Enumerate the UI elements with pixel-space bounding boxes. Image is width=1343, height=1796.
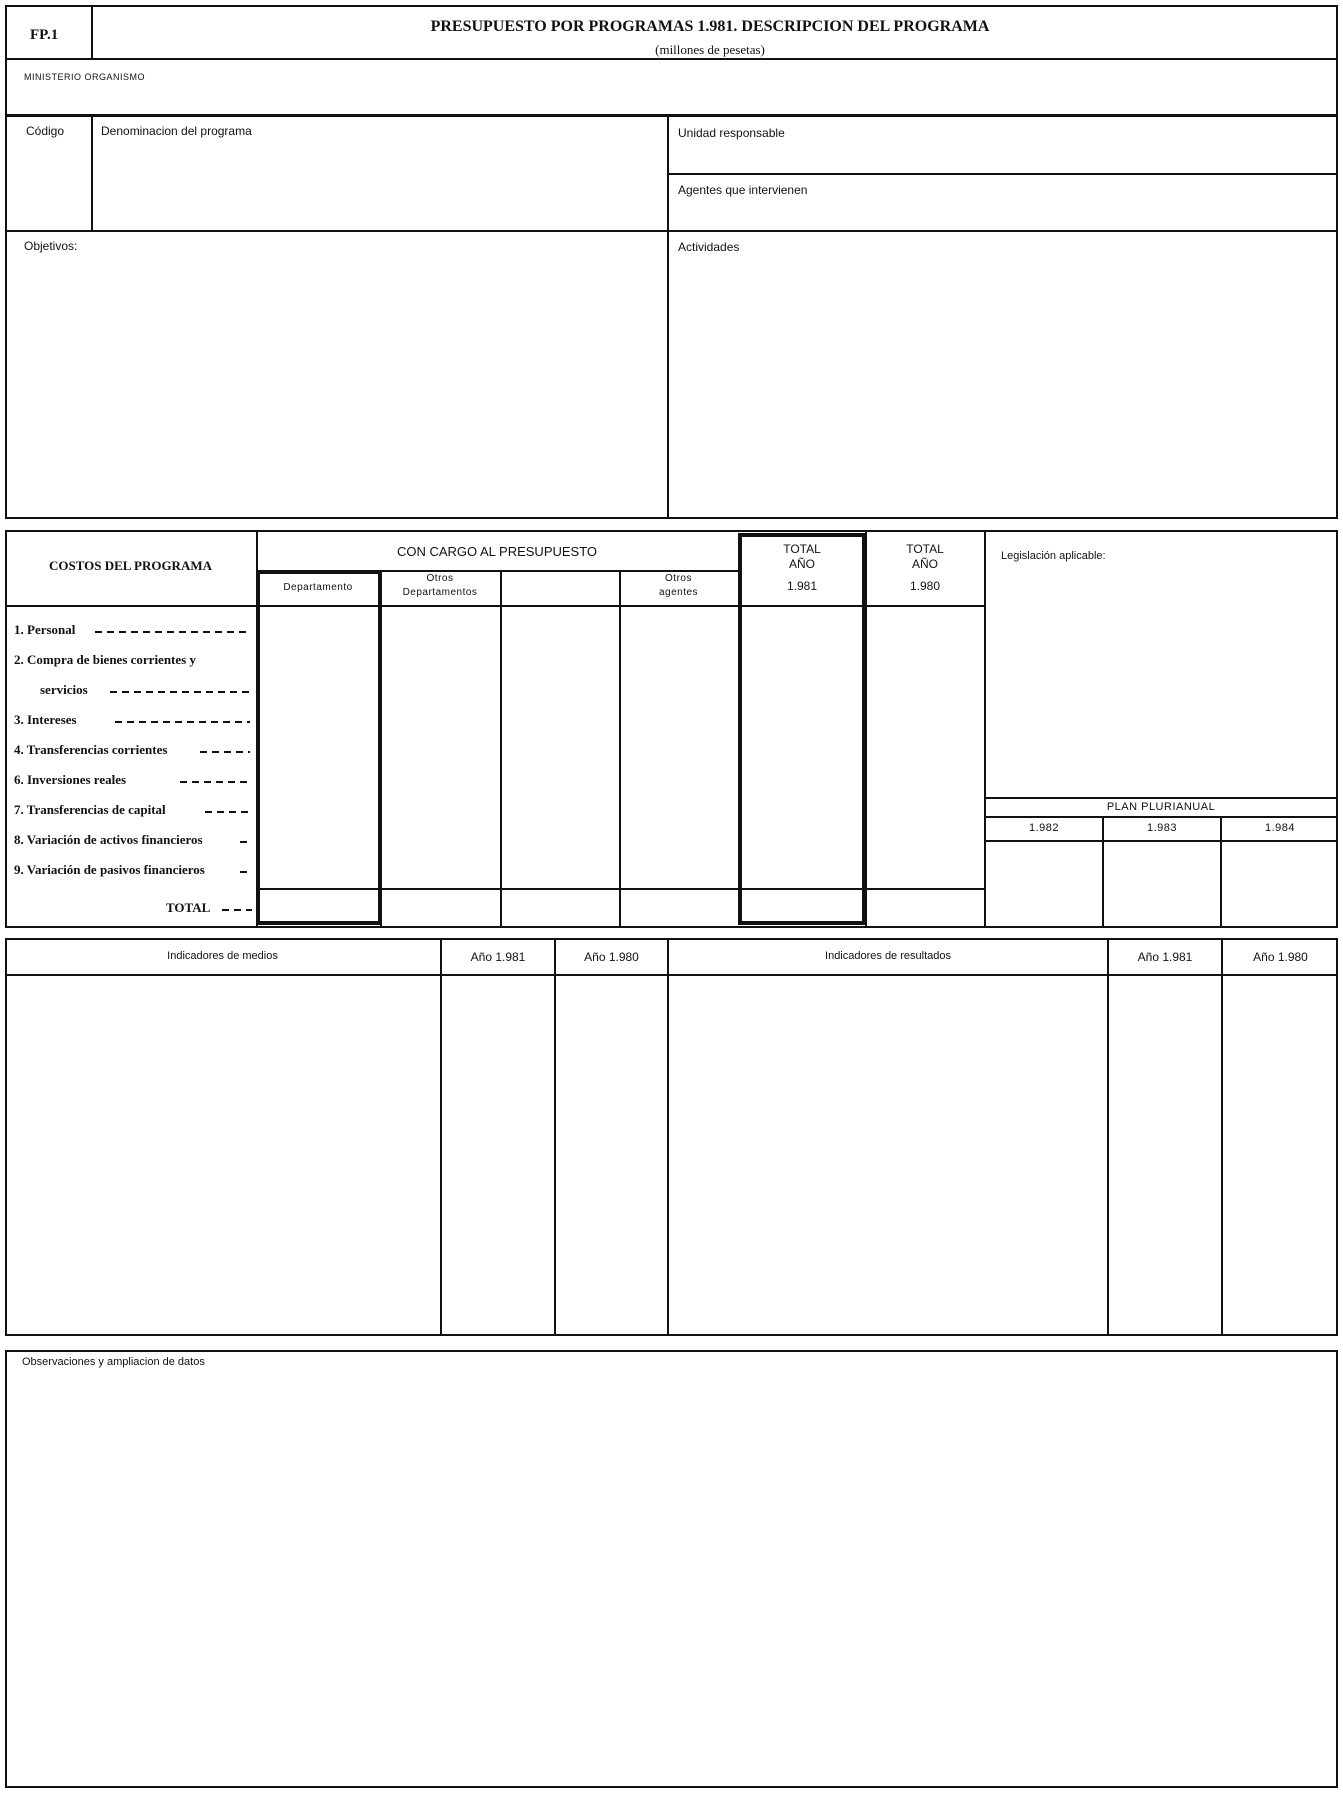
page-title: PRESUPUESTO POR PROGRAMAS 1.981. DESCRIPCION DEL PROGRAMA bbox=[430, 18, 990, 35]
actividades-label: Actividades bbox=[678, 240, 740, 254]
indicadores-medios-label: Indicadores de medios bbox=[167, 950, 278, 962]
agentes-label: Agentes que intervienen bbox=[678, 183, 808, 197]
plan-year-1983: 1.983 bbox=[1146, 822, 1178, 834]
resultados-year-1981: Año 1.981 bbox=[1137, 950, 1193, 964]
medios-year-1981: Año 1.981 bbox=[470, 950, 526, 964]
form-code: FP.1 bbox=[30, 27, 59, 43]
legislacion-label: Legislación aplicable: bbox=[1001, 550, 1106, 562]
denominacion-label: Denominacion del programa bbox=[101, 124, 252, 138]
medios-year-1980: Año 1.980 bbox=[584, 950, 639, 964]
col-otros-departamentos-2: Departamentos bbox=[402, 587, 478, 598]
objetivos-label: Objetivos: bbox=[24, 239, 78, 253]
indicadores-resultados-label: Indicadores de resultados bbox=[825, 950, 951, 962]
cost-row-transf-capital: 7. Transferencias de capital bbox=[14, 802, 166, 817]
page-subtitle: (millones de pesetas) bbox=[655, 42, 765, 57]
cost-row-servicios: servicios bbox=[40, 682, 88, 697]
cost-row-transf-corrientes: 4. Transferencias corrientes bbox=[14, 742, 168, 757]
con-cargo-header: CON CARGO AL PRESUPUESTO bbox=[396, 544, 598, 559]
total-1980-l1: TOTAL bbox=[906, 542, 944, 556]
cost-row-compra: 2. Compra de bienes corrientes y bbox=[14, 652, 196, 667]
total-1981-l1: TOTAL bbox=[783, 542, 821, 556]
plan-year-1982: 1.982 bbox=[1028, 822, 1060, 834]
col-departamento: Departamento bbox=[283, 582, 353, 593]
cost-row-intereses: 3. Intereses bbox=[14, 712, 77, 727]
cost-row-total: TOTAL bbox=[166, 900, 211, 915]
unidad-responsable-label: Unidad responsable bbox=[678, 126, 785, 140]
costos-title: COSTOS DEL PROGRAMA bbox=[48, 558, 212, 573]
col-otros-agentes-1: Otros bbox=[665, 573, 692, 584]
observaciones-label: Observaciones y ampliacion de datos bbox=[22, 1356, 205, 1368]
cost-row-activos: 8. Variación de activos financieros bbox=[14, 832, 203, 847]
total-1981-l3: 1.981 bbox=[786, 579, 818, 593]
total-1981-l2: AÑO bbox=[788, 557, 815, 571]
total-1980-l3: 1.980 bbox=[909, 579, 941, 593]
observaciones-block bbox=[5, 1350, 1338, 1788]
ministerio-label: MINISTERIO ORGANISMO bbox=[24, 72, 146, 82]
cost-row-personal: 1. Personal bbox=[14, 622, 76, 637]
codigo-label: Código bbox=[26, 124, 65, 138]
indicators-block bbox=[5, 938, 1338, 1336]
cost-row-inversiones: 6. Inversiones reales bbox=[14, 772, 127, 787]
col-otros-agentes-2: agentes bbox=[658, 587, 699, 598]
dashed-leaders bbox=[0, 0, 260, 930]
resultados-year-1980: Año 1.980 bbox=[1253, 950, 1308, 964]
col-otros-departamentos-1: Otros bbox=[426, 573, 454, 584]
plan-year-1984: 1.984 bbox=[1264, 822, 1296, 834]
plan-plurianual-label: PLAN PLURIANUAL bbox=[1106, 801, 1216, 813]
cost-row-pasivos: 9. Variación de pasivos financieros bbox=[14, 862, 205, 877]
total-1980-l2: AÑO bbox=[911, 557, 938, 571]
